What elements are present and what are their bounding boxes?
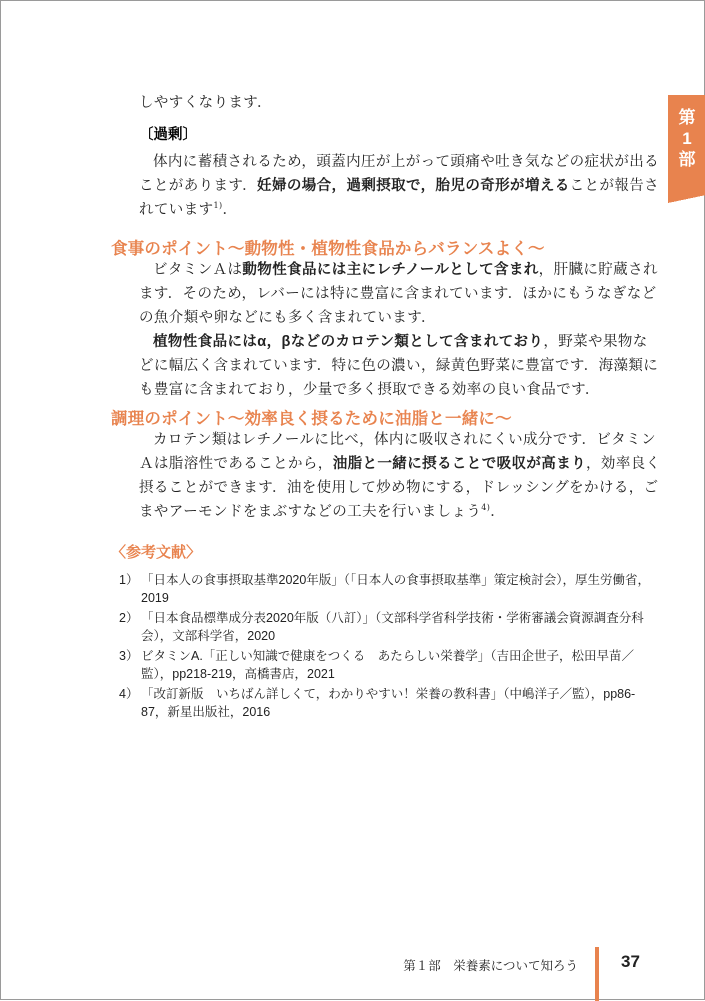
section1-line-2: ます．そのため，レバーには特に豊富に含まれています．ほかにもうなぎなど	[139, 286, 657, 302]
citation-4: 4)	[481, 503, 491, 512]
excess-line-3: れています$^{1)}$．	[139, 201, 238, 218]
section2-line-2: Ａは脂溶性であることから，油脂と一緒に摂ることで吸収が高まり，効率良く	[139, 456, 661, 472]
excess-line-2: ことがあります．妊婦の場合，過剰摂取で，胎児の奇形が増えることが報告さ	[139, 178, 660, 194]
excess-emphasis: 妊婦の場合，過剰摂取で，胎児の奇形が増える	[257, 178, 570, 194]
section2-line-4: まやアーモンドをまぶすなどの工夫を行いましょう$^{4)}$．	[139, 503, 506, 520]
intro-line: しやすくなります．	[139, 95, 272, 111]
excess-label: 〔過剰〕	[139, 127, 197, 143]
section1-line-5: どに幅広く含まれています．特に色の濃い，緑黄色野菜に豊富です．海藻類に	[139, 358, 659, 374]
citation-1: 1)	[213, 201, 223, 210]
section1-line-6: も豊富に含まれており，少量で多く摂取できる効率の良い食品です．	[139, 382, 600, 398]
reference-item: 4） 「改訂新版 いちばん詳しくて，わかりやすい！栄養の教科書」（中嶋洋子／監），pp86-87，新星出版社，2016	[119, 687, 636, 719]
excess-line-1: 体内に蓄積されるため，頭蓋内圧が上がって頭痛や吐き気などの症状が出る	[153, 154, 660, 170]
page-number: 37	[621, 952, 640, 971]
part-tab	[668, 95, 705, 195]
section1-heading: 食事のポイント～動物性・植物性食品からバランスよく～	[111, 240, 545, 258]
section2-heading: 調理のポイント～効率良く摂るために油脂と一緒に～	[111, 410, 512, 428]
section1-line-4: 植物性食品にはα，βなどのカロテン類として含まれており，野菜や果物な	[153, 334, 648, 350]
reference-item: 1） 「日本人の食事摂取基準2020年版」（「日本人の食事摂取基準」策定検討会），厚生労働省，2019	[119, 573, 651, 605]
section2-line-1: カロテン類はレチノールに比べ，体内に吸収されにくい成分です．ビタミン	[153, 432, 656, 448]
reference-item: 2） 「日本食品標準成分表2020年版（八訂）」（文部科学省科学技術・学術審議会資源調査分科会），文部科学省，2020	[119, 611, 644, 643]
part-tab-label: 第 1 部	[678, 108, 696, 169]
section1-line-1: ビタミンＡは動物性食品には主にレチノールとして含まれ，肝臓に貯蔵され	[153, 262, 658, 278]
footer-section-title: 第１部 栄養素について知ろう	[403, 959, 578, 973]
reference-item: 3） ビタミンA.「正しい知識で健康をつくる あたらしい栄養学」（吉田企世子，松田早苗／監），pp218-219，高橋書店，2021	[119, 649, 635, 681]
footer-divider	[595, 947, 599, 1001]
section1-line-3: の魚介類や卵などにも多く含まれています．	[139, 310, 436, 326]
references-title: 〈参考文献〉	[111, 544, 202, 561]
section2-line-3: 摂ることができます．油を使用して炒め物にする，ドレッシングをかける，ご	[139, 480, 659, 496]
